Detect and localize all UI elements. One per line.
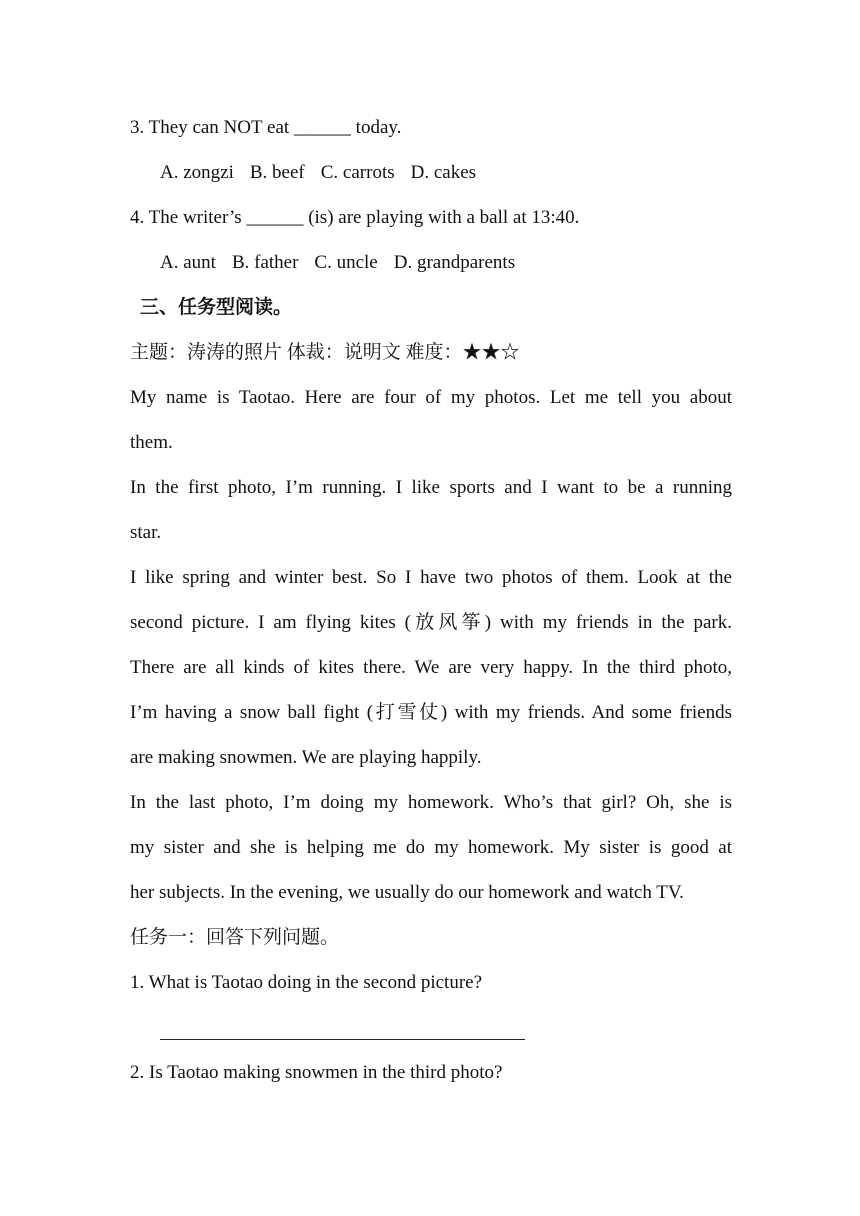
q4-option-b: B. father: [231, 252, 299, 273]
passage-line: my sister and she is helping me do my homework. My sister is good at: [130, 837, 732, 858]
q4-option-d: D. grandparents: [393, 252, 516, 273]
meta-text: 主题：涛涛的照片 体裁：说明文 难度：: [130, 342, 463, 363]
question-4-options: [160, 240, 762, 285]
passage-line: In the last photo, I’m doing my homework. Who’s that girl? Oh, she is: [130, 792, 732, 813]
q4-option-c: C. uncle: [314, 252, 378, 273]
passage-line: I’m having a snow ball fight (打雪仗) with my friends. And some friends: [130, 702, 732, 723]
section-heading: 三、任务型阅读。: [140, 297, 293, 318]
task-title: 任务一：回答下列问题。: [130, 927, 340, 948]
question-3-options: [160, 150, 762, 195]
q3-option-c: C. carrots: [320, 162, 395, 183]
section-meta: [130, 330, 732, 375]
q3-option-d: D. cakes: [410, 162, 477, 183]
passage-line: star.: [130, 522, 162, 543]
task-question-2: 2. Is Taotao making snowmen in the third photo?: [130, 1062, 503, 1083]
question-4: 4. The writer’s ______ (is) are playing with a ball at 13:40.: [130, 207, 580, 228]
passage-line: second picture. I am flying kites (放风筝) with my friends in the park.: [130, 612, 732, 633]
answer-blank-1[interactable]: [160, 1039, 525, 1040]
q4-option-a: A. aunt: [160, 252, 216, 273]
q3-option-b: B. beef: [249, 162, 305, 183]
difficulty-stars: ★★☆: [462, 342, 520, 363]
question-3: 3. They can NOT eat ______ today.: [130, 117, 402, 138]
task-question-1: 1. What is Taotao doing in the second picture?: [130, 972, 483, 993]
passage-line: My name is Taotao. Here are four of my photos. Let me tell you about: [130, 387, 732, 408]
passage-line: There are all kinds of kites there. We are very happy. In the third photo,: [130, 657, 732, 678]
passage-line: them.: [130, 432, 173, 453]
passage-line: her subjects. In the evening, we usually do our homework and watch TV.: [130, 882, 684, 903]
passage-line: In the first photo, I’m running. I like sports and I want to be a running: [130, 477, 732, 498]
passage-line: are making snowmen. We are playing happily.: [130, 747, 482, 768]
q3-option-a: A. zongzi: [160, 162, 234, 183]
passage-line: I like spring and winter best. So I have two photos of them. Look at the: [130, 567, 732, 588]
